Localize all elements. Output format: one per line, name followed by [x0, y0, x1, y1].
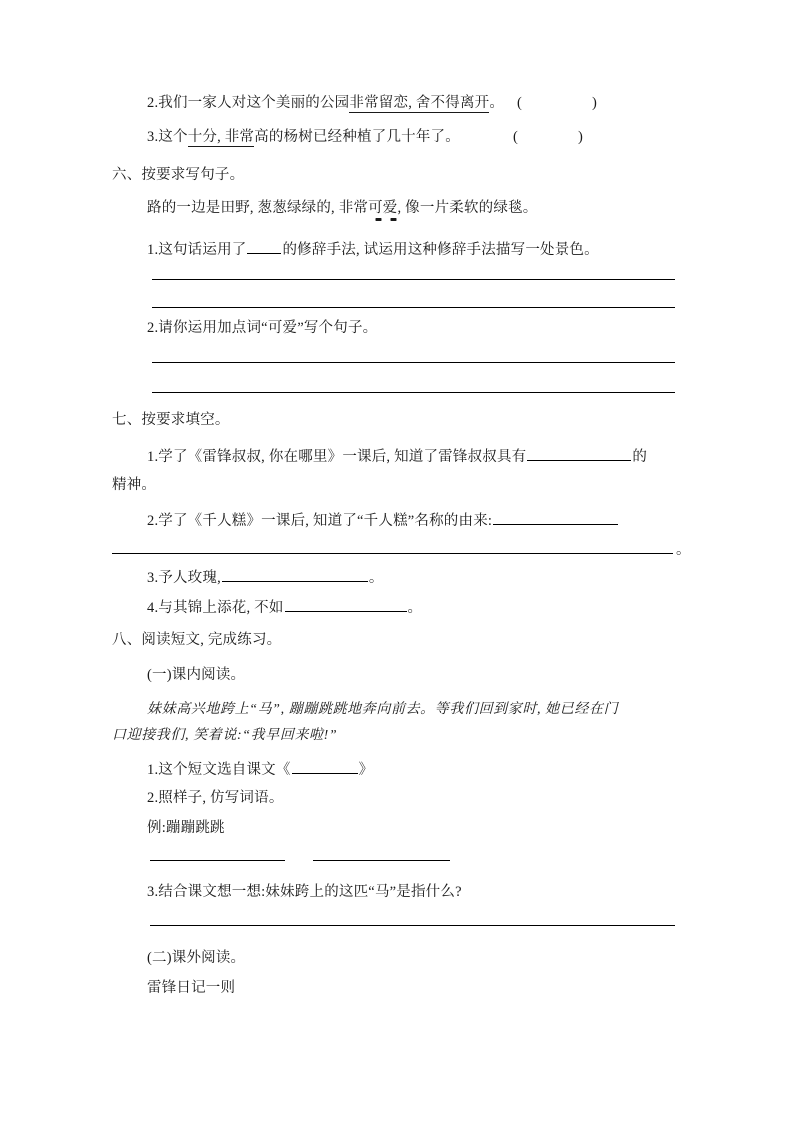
reading-passage-line-1: 妹妹高兴地跨上“马”, 蹦蹦跳跳地奔向前去。等我们回到家时, 她已经在门	[147, 702, 619, 717]
item-3-underlined-text: 十分, 非常	[187, 129, 255, 145]
q8-2-answer-rule-1[interactable]	[150, 860, 285, 861]
item-2-open-paren: (	[517, 95, 522, 111]
q8-1-blank[interactable]	[292, 758, 358, 774]
example-sentence-after: , 像一片柔软的绿毯。	[397, 200, 538, 216]
q7-2-answer-rule[interactable]	[112, 553, 673, 554]
q7-3-number: 3.	[147, 570, 159, 586]
q6-2-text: 请你运用加点词“可爱”写个句子。	[158, 320, 378, 336]
q7-1-text-before: 学了《雷锋叔叔, 你在哪里》一课后, 知道了雷锋叔叔具有	[158, 449, 527, 465]
section-seven-question-2	[147, 509, 619, 531]
judgement-item-2	[147, 93, 504, 113]
q7-1-text-after: 的	[632, 449, 648, 465]
q8-2-number: 2.	[147, 790, 159, 806]
q8-3-number: 3.	[147, 884, 159, 900]
section-six-question-2	[147, 318, 377, 338]
section-eight-heading: 八、阅读短文, 完成练习。	[112, 632, 282, 648]
q7-3-text-before: 予人玫瑰,	[158, 570, 221, 586]
q6-1-number: 1.	[147, 242, 159, 258]
q8-1-text-before: 这个短文选自课文《	[158, 762, 291, 778]
q7-3-text-after: 。	[368, 570, 384, 586]
item-3-number: 3.	[147, 129, 159, 145]
item-2-close-paren[interactable]: )	[592, 95, 597, 111]
judgement-item-3	[147, 127, 460, 147]
item-2-number: 2.	[147, 95, 159, 111]
q7-2-period: 。	[676, 542, 691, 558]
q7-2-text: 学了《千人糕》一课后, 知道了“千人糕”名称的由来:	[158, 513, 493, 529]
q7-4-text-after: 。	[407, 600, 423, 616]
q6-2-answer-rule-1[interactable]	[152, 362, 675, 363]
section-seven-heading: 七、按要求填空。	[112, 412, 230, 428]
q7-1-number: 1.	[147, 449, 159, 465]
q6-1-text-before: 这句话运用了	[158, 242, 247, 258]
q6-2-answer-rule-2[interactable]	[152, 392, 675, 393]
q7-2-number: 2.	[147, 513, 159, 529]
section-six-example-sentence	[147, 198, 537, 218]
q6-1-inline-blank[interactable]	[247, 238, 281, 254]
part-one-question-2-example: 例:蹦蹦跳跳	[147, 820, 225, 836]
item-2-text-before: 我们一家人对这个美丽的公园	[158, 95, 350, 111]
q6-1-text-after: 的修辞手法, 试运用这种修辞手法描写一处景色。	[282, 242, 599, 258]
q7-3-blank[interactable]	[222, 566, 368, 582]
q7-1-blank[interactable]	[527, 445, 631, 461]
example-sentence-before: 路的一边是田野, 葱葱绿绿的, 非常	[147, 200, 369, 216]
example-sentence-emphasized: 可爱	[368, 200, 398, 216]
item-3-text-before: 这个	[158, 129, 188, 145]
part-one-question-1	[147, 758, 373, 780]
q7-2-blank-inline[interactable]	[493, 509, 618, 525]
part-one-question-3	[147, 882, 462, 902]
q8-3-answer-rule[interactable]	[150, 925, 675, 926]
q7-4-number: 4.	[147, 600, 159, 616]
q6-1-answer-rule-2[interactable]	[152, 307, 675, 308]
part-two-title: 雷锋日记一则	[147, 980, 236, 996]
q8-1-text-after: 》	[358, 762, 374, 778]
part-one-label: (一)课内阅读。	[147, 667, 246, 683]
item-3-open-paren: (	[513, 129, 518, 145]
item-3-close-paren[interactable]: )	[578, 129, 583, 145]
q8-2-text: 照样子, 仿写词语。	[158, 790, 284, 806]
item-2-text-after: 。	[489, 95, 505, 111]
q7-4-blank[interactable]	[285, 596, 407, 612]
section-six-heading: 六、按要求写句子。	[112, 167, 245, 183]
section-seven-question-1-line2: 精神。	[112, 477, 157, 493]
item-2-underlined-text: 非常留恋, 舍不得离开	[349, 95, 490, 111]
q8-3-text: 结合课文想一想:妹妹跨上的这匹“马”是指什么?	[158, 884, 462, 900]
section-seven-question-3	[147, 566, 384, 588]
reading-passage-line-2: 口迎接我们, 笑着说:“我早回来啦!”	[112, 728, 338, 743]
item-3-text-after: 高的杨树已经种植了几十年了。	[254, 129, 460, 145]
q8-2-answer-rule-2[interactable]	[313, 860, 450, 861]
part-one-question-2	[147, 788, 284, 808]
section-six-question-1	[147, 238, 599, 260]
q6-2-number: 2.	[147, 320, 159, 336]
part-two-label: (二)课外阅读。	[147, 950, 246, 966]
section-seven-question-4	[147, 596, 422, 618]
section-seven-question-1-line1	[147, 445, 647, 467]
q7-4-text-before: 与其锦上添花, 不如	[158, 600, 284, 616]
q8-1-number: 1.	[147, 762, 159, 778]
q6-1-answer-rule-1[interactable]	[152, 279, 675, 280]
